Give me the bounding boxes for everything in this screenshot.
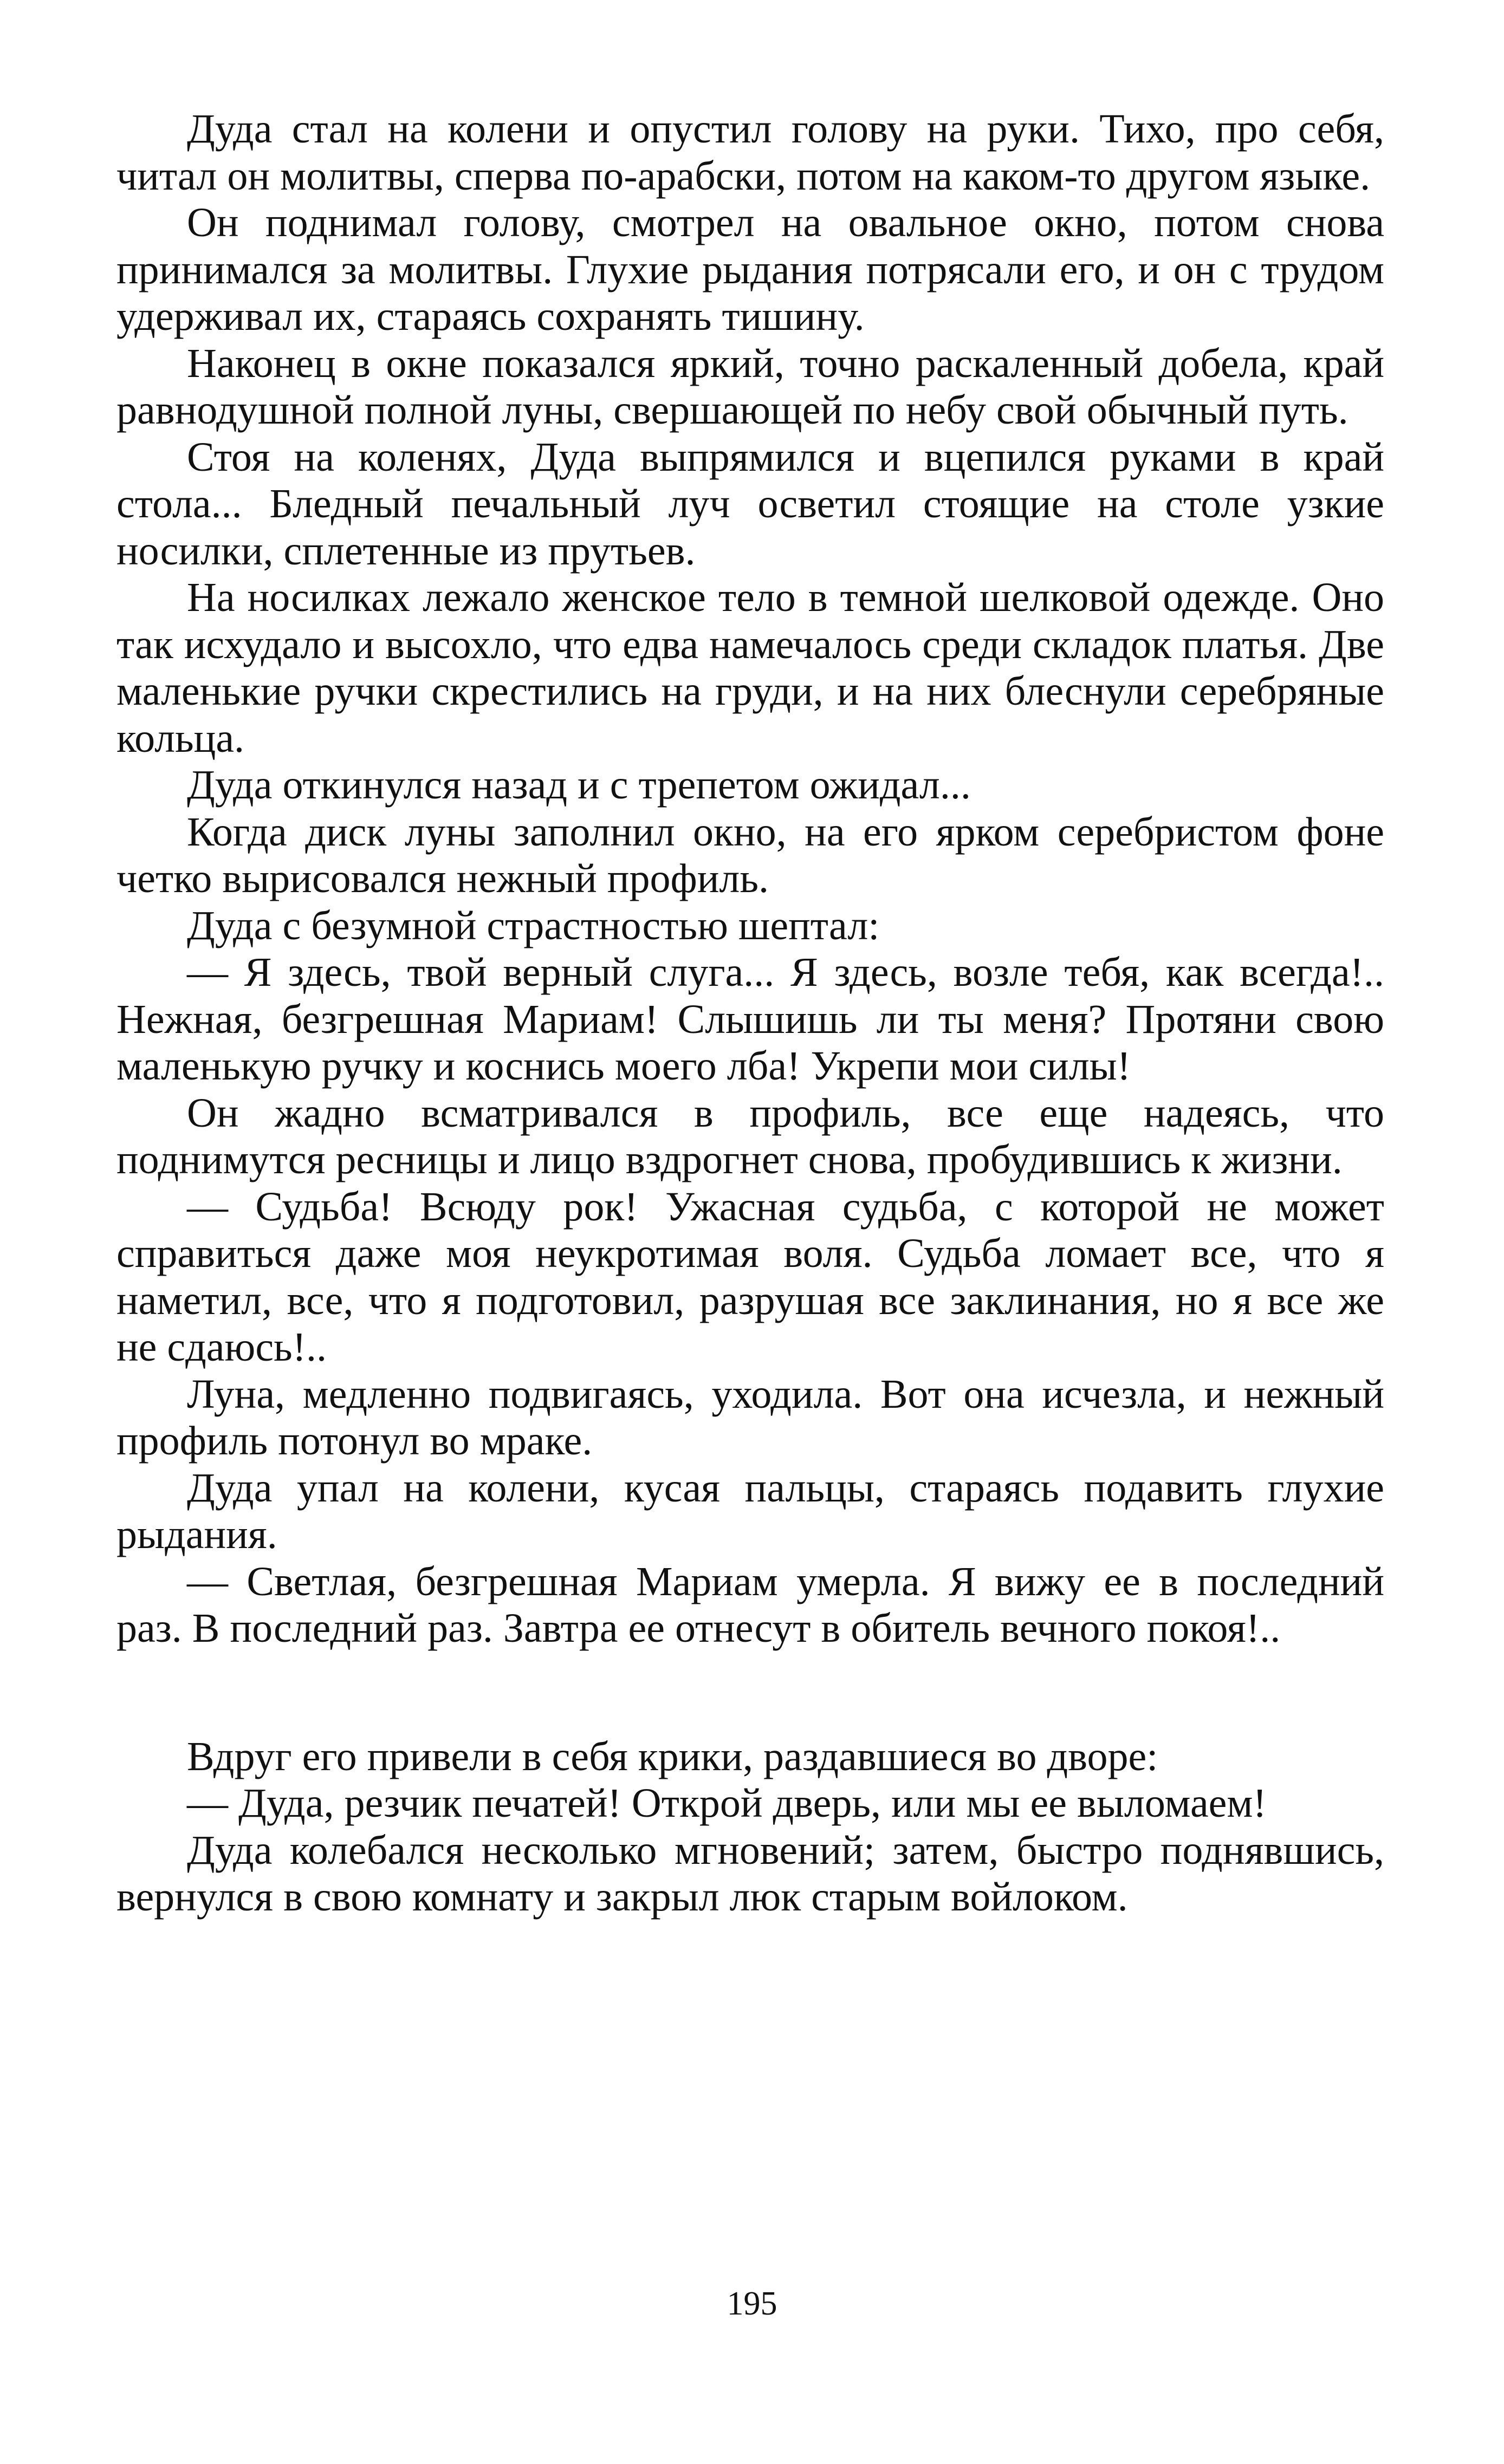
paragraph: Стоя на коленях, Дуда выпрямился и вцепился руками в край стола... Бледный печальный луч осветил стоящие на столе узкие носилки, сплетенные из прутьев. <box>116 434 1384 574</box>
paragraph: Когда диск луны заполнил окно, на его ярком серебристом фоне четко вырисовался нежный профиль. <box>116 809 1384 901</box>
page-body <box>116 106 1384 1921</box>
paragraph: Вдруг его привели в себя крики, раздавшиеся во дворе: <box>187 1733 1158 1779</box>
paragraph: Он поднимал голову, смотрел на овальное окно, потом снова принимался за молитвы. Глухие рыдания потрясали его, и он с трудом удерживал их, стараясь сохранять тишину. <box>116 200 1384 339</box>
paragraph: Дуда стал на колени и опустил голову на руки. Тихо, про себя, читал он молитвы, сперва по-арабски, потом на каком-то другом языке. <box>116 106 1384 199</box>
section-break <box>116 1652 1384 1733</box>
paragraph: Наконец в окне показался яркий, точно раскаленный добела, край равнодушной полной луны, свершающей по небу свой обычный путь. <box>116 340 1384 433</box>
paragraph: Дуда упал на колени, кусая пальцы, стараясь подавить глухие рыдания. <box>116 1465 1384 1557</box>
paragraph: Он жадно всматривался в профиль, все еще надеясь, что поднимутся ресницы и лицо вздрогнет снова, пробудившись к жизни. <box>116 1090 1384 1182</box>
paragraph: Дуда откинулся назад и с трепетом ожидал... <box>187 762 971 808</box>
paragraph: — Судьба! Всюду рок! Ужасная судьба, с которой не может справиться даже моя неукротимая воля. Судьба ломает все, что я наметил, все, что я подготовил, разрушая все заклинания, но я все же не сдаюсь!.. <box>116 1184 1384 1370</box>
paragraph: Дуда с безумной страстностью шептал: <box>187 902 880 948</box>
paragraph: На носилках лежало женское тело в темной шелковой одежде. Оно так исхудало и высохло, что едва намечалось среди складок платья. Две маленькие ручки скрестились на груди, и на них блеснули серебряные кольца. <box>116 575 1384 761</box>
paragraph: Луна, медленно подвигаясь, уходила. Вот она исчезла, и нежный профиль потонул во мраке. <box>116 1371 1384 1464</box>
paragraph: — Светлая, безгрешная Мариам умерла. Я вижу ее в последний раз. В последний раз. Завтра ее отнесут в обитель вечного покоя!.. <box>116 1558 1384 1651</box>
paragraph: — Я здесь, твой верный слуга... Я здесь, возле тебя, как всегда!.. Нежная, безгрешная Мариам! Слышишь ли ты меня? Протяни свою маленькую ручку и коснись моего лба! Укрепи мои силы! <box>116 950 1384 1089</box>
paragraph: — Дуда, резчик печатей! Открой дверь, или мы ее выломаем! <box>187 1780 1267 1826</box>
page-number: 195 <box>727 2285 777 2322</box>
paragraph: Дуда колебался несколько мгновений; затем, быстро поднявшись, вернулся в свою комнату и закрыл люк старым войлоком. <box>116 1827 1384 1920</box>
